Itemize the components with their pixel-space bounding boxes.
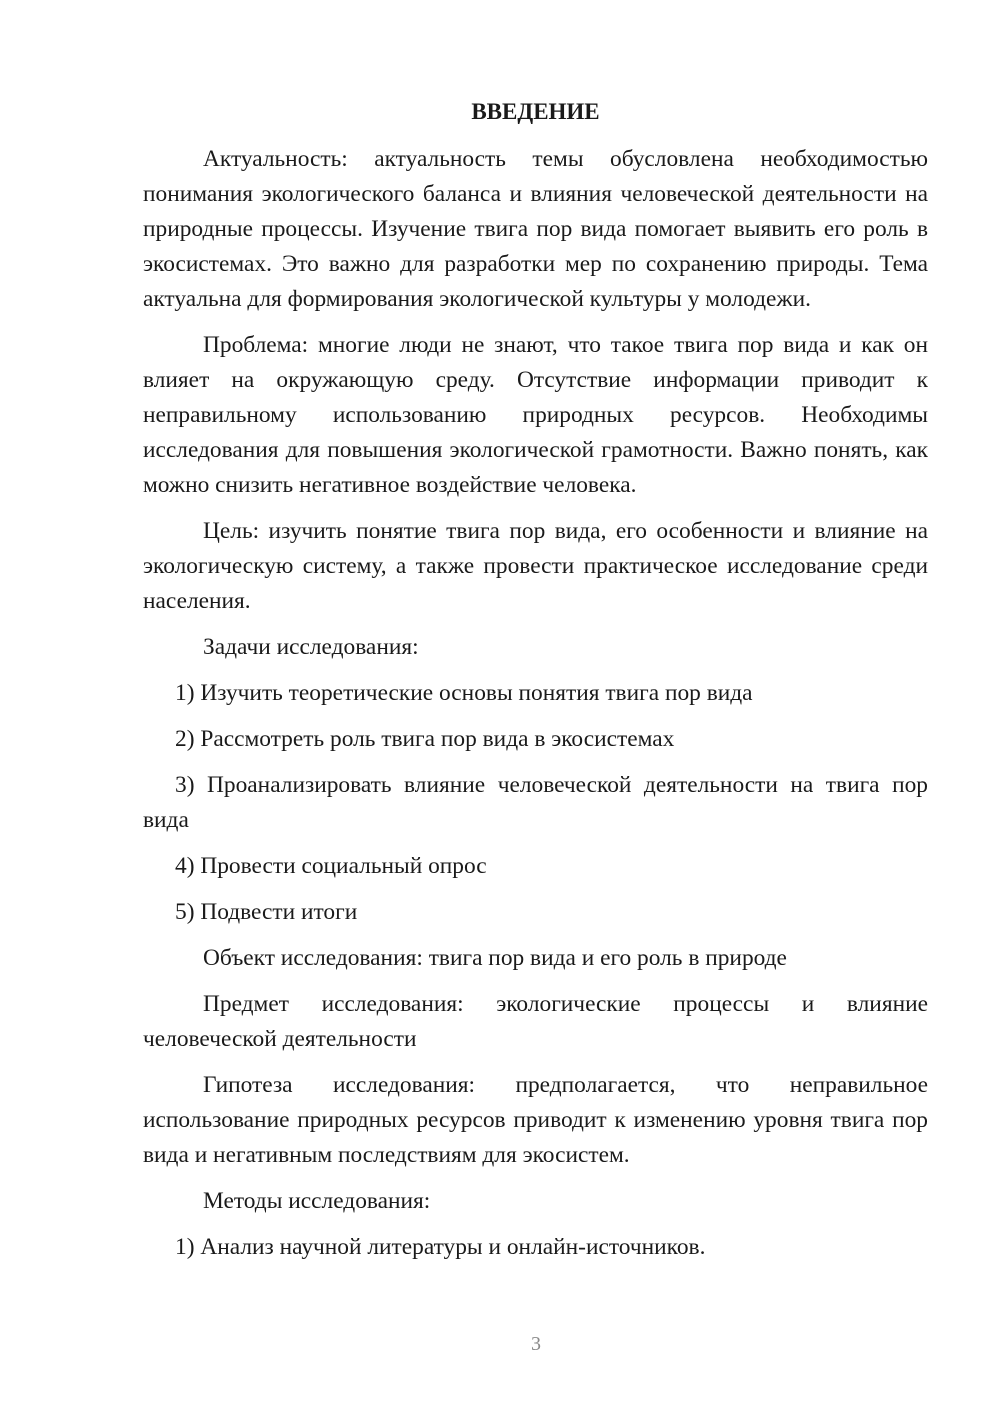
task-item-3: 3) Проанализировать влияние человеческой деятельности на твига пор вида: [143, 772, 928, 833]
relevance-paragraph: Актуальность: актуальность темы обусловлена необходимостью понимания экологического баланса и влияния человеческой деятельности на природные процессы. Изучение твига пор вида помогает выявить его роль в экосистемах. Это важно для разработки мер по сохранению природы. Тема актуальна для формирования экологической культуры у молодежи.: [143, 146, 928, 312]
problem-paragraph: Проблема: многие люди не знают, что такое твига пор вида и как он влияет на окружающую среду. Отсутствие информации приводит к неправильному использованию природных ресурсов. Необходимы исследования для повышения экологической грамотности. Важно понять, как можно снизить негативное воздействие человека.: [143, 332, 928, 498]
task-item-5: 5) Подвести итоги: [175, 899, 358, 925]
object-paragraph: Объект исследования: твига пор вида и его роль в природе: [203, 945, 787, 971]
subject-paragraph: Предмет исследования: экологические процессы и влияние человеческой деятельности: [143, 991, 928, 1052]
task-item-4: 4) Провести социальный опрос: [175, 853, 487, 879]
goal-paragraph: Цель: изучить понятие твига пор вида, его особенности и влияние на экологическую систему, а также провести практическое исследование среди населения.: [143, 518, 928, 614]
tasks-heading: Задачи исследования:: [203, 634, 419, 660]
page-content: [143, 94, 928, 1276]
task-item-1: 1) Изучить теоретические основы понятия твига пор вида: [175, 680, 753, 706]
hypothesis-paragraph: Гипотеза исследования: предполагается, что неправильное использование природных ресурсов приводит к изменению уровня твига пор вида и негативным последствиям для экосистем.: [143, 1072, 928, 1168]
task-item-2: 2) Рассмотреть роль твига пор вида в экосистемах: [175, 726, 675, 752]
page-number: 3: [531, 1333, 541, 1355]
section-title: ВВЕДЕНИЕ: [471, 99, 600, 124]
method-item-1: 1) Анализ научной литературы и онлайн-источников.: [175, 1234, 706, 1260]
methods-heading: Методы исследования:: [203, 1188, 431, 1214]
